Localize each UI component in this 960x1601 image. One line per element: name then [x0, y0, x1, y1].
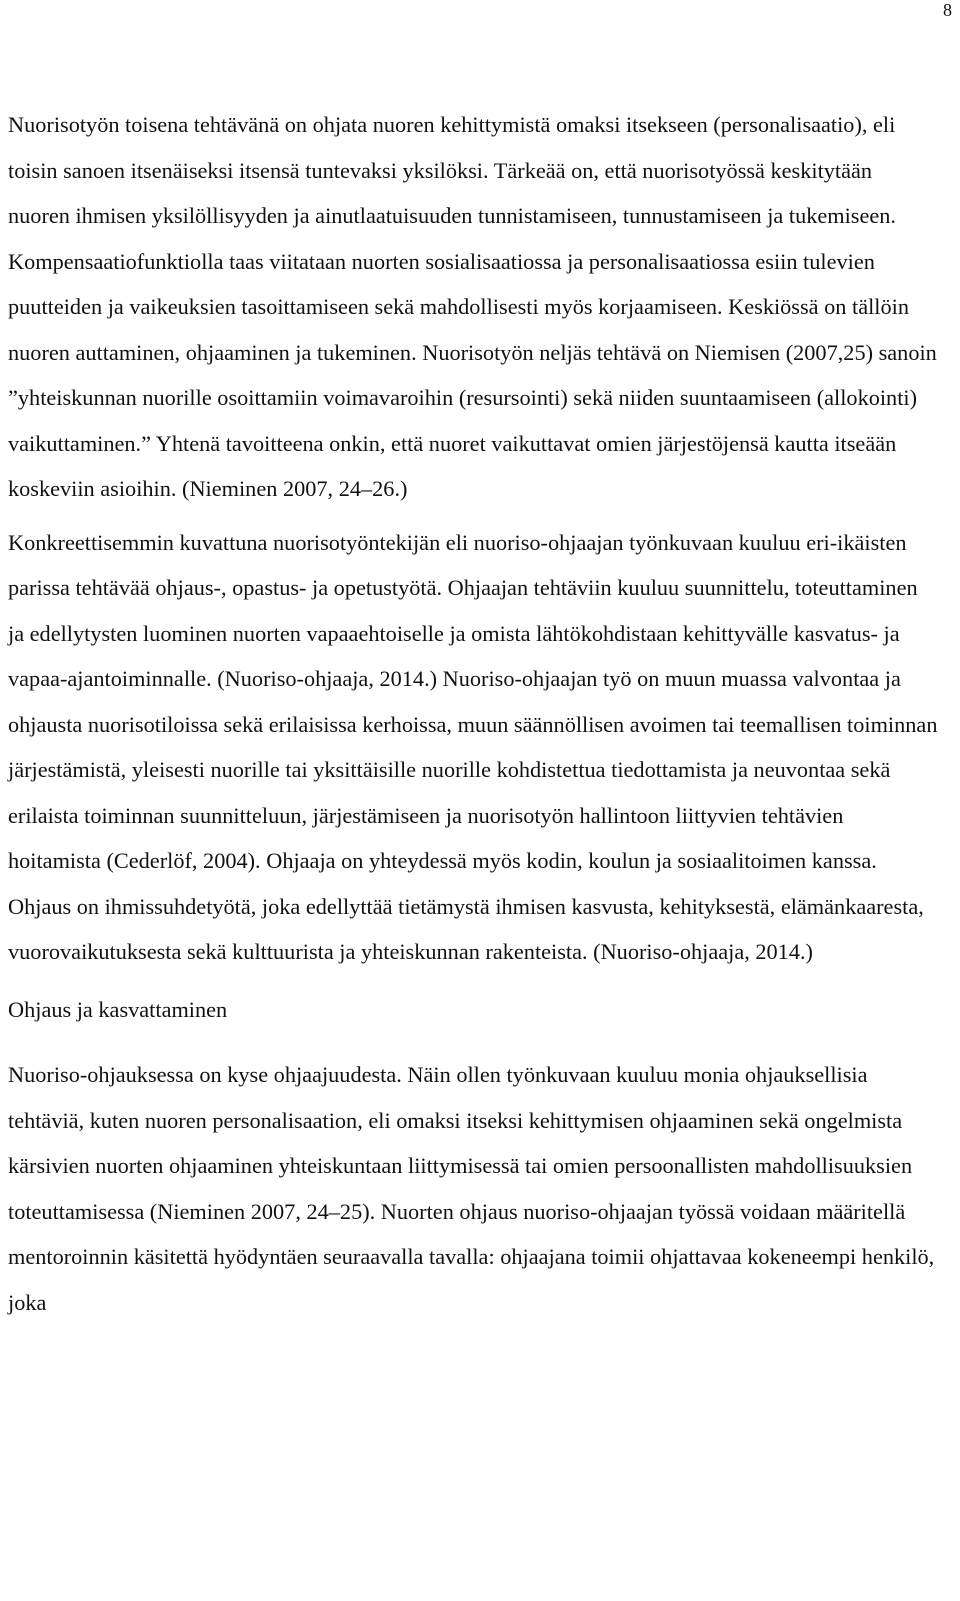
paragraph-guidance: Nuoriso-ohjauksessa on kyse ohjaajuudesta. Näin ollen työnkuvaan kuuluu monia ohjauksellisia tehtäviä, kuten nuoren personalisaation, eli omaksi itseksi kehittymisen ohjaaminen sekä ongelmista kärsivien nuorten ohjaaminen yhteiskuntaan liittymisessä tai omien persoonallisten mahdollisuuksien toteuttamisessa (Nieminen 2007, 24–25). Nuorten ohjaus nuoriso-ohjaajan työssä voidaan määritellä mentoroinnin käsitettä hyödyntäen seuraavalla tavalla: ohjaajana toimii ohjattavaa kokeneempi henkilö, joka	[8, 1062, 935, 1315]
paragraph-youth-work-tasks: Nuorisotyön toisena tehtävänä on ohjata nuoren kehittymistä omaksi itsekseen (personalisaatio), eli toisin sanoen itsenäiseksi itsensä tuntevaksi yksilöksi. Tärkeää on, että nuorisotyössä keskitytään nuoren ihmisen yksilöllisyyden ja ainutlaatuisuuden tunnistamiseen, tunnustamiseen ja tukemiseen. Kompensaatiofunktiolla taas viitataan nuorten sosialisaatiossa ja personalisaatiossa esiin tulevien puutteiden ja vaikeuksien tasoittamiseen sekä mahdollisesti myös korjaamiseen. Keskiössä on tällöin nuoren auttaminen, ohjaaminen ja tukeminen. Nuorisotyön neljäs tehtävä on Niemisen (2007,25) sanoin ”yhteiskunnan nuorille osoittamiin voimavaroihin (resursointi) sekä niiden suuntaamiseen (allokointi) vaikuttaminen.” Yhtenä tavoitteena onkin, että nuoret vaikuttavat omien järjestöjensä kautta itseään koskeviin asioihin. (Nieminen 2007, 24–26.)	[8, 112, 937, 501]
page-number: 8	[943, 0, 952, 20]
section-heading: Ohjaus ja kasvattaminen	[8, 996, 228, 1022]
paragraph-youth-instructor-role: Konkreettisemmin kuvattuna nuorisotyöntekijän eli nuoriso-ohjaajan työnkuvaan kuuluu eri-ikäisten parissa tehtävää ohjaus-, opastus- ja opetustyötä. Ohjaajan tehtäviin kuuluu suunnittelu, toteuttaminen ja edellytysten luominen nuorten vapaaehtoiselle ja omista lähtökohdistaan kehittyvälle kasvatus- ja vapaa-ajantoiminnalle. (Nuoriso-ohjaaja, 2014.) Nuoriso-ohjaajan työ on muun muassa valvontaa ja ohjausta nuorisotiloissa sekä erilaisissa kerhoissa, muun säännöllisen avoimen tai teemallisen toiminnan järjestämistä, yleisesti nuorille tai yksittäisille nuorille kohdistettua tiedottamista ja neuvontaa sekä erilaista toiminnan suunnitteluun, järjestämiseen ja nuorisotyön hallintoon liittyvien tehtävien hoitamista (Cederlöf, 2004). Ohjaaja on yhteydessä myös kodin, koulun ja sosiaalitoimen kanssa. Ohjaus on ihmissuhdetyötä, joka edellyttää tietämystä ihmisen kasvusta, kehityksestä, elämänkaaresta, vuorovaikutuksesta sekä kulttuurista ja yhteiskunnan rakenteista. (Nuoriso-ohjaaja, 2014.)	[8, 529, 938, 964]
document-body	[8, 102, 938, 1325]
